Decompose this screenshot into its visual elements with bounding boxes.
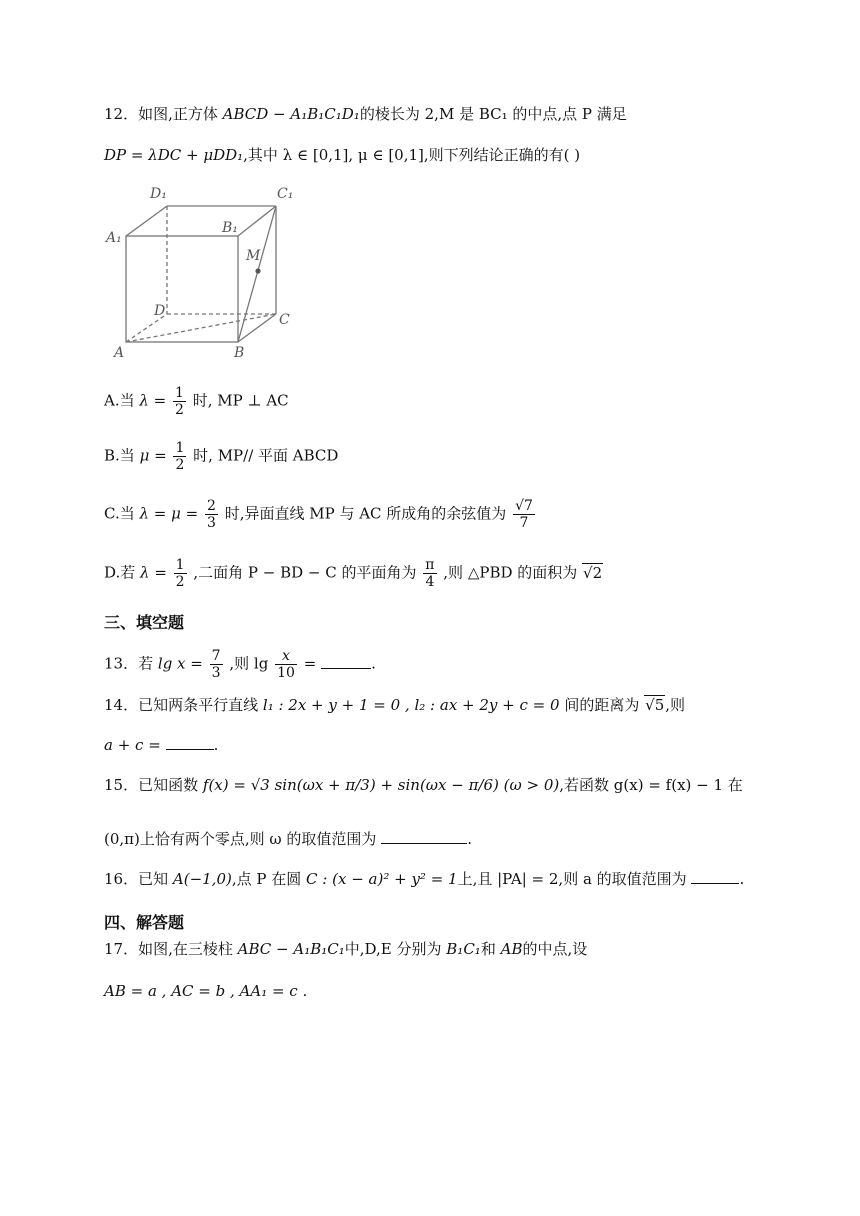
q16-text: 已知 [138, 870, 169, 888]
q14-line2 [104, 734, 218, 756]
q17-tail: 的中点,设 [522, 940, 588, 958]
q13-eq: = [303, 654, 317, 673]
q12-line2 [104, 144, 580, 166]
label-b1: B₁ [222, 220, 238, 236]
option-c-answer: $\frac{√7}{7}$ [515, 498, 533, 531]
option-d [104, 557, 603, 590]
option-a-tail: 时, MP ⊥ AC [192, 391, 289, 410]
q13-frac1: $\frac{7}{3}$ [211, 648, 221, 681]
option-b-var: μ = [139, 446, 167, 465]
option-a [104, 385, 289, 418]
q12-number: 12． [104, 105, 139, 123]
q14-end: . [213, 736, 219, 754]
option-d-area: √2 [583, 563, 603, 582]
q14-answer-blank[interactable] [166, 735, 214, 750]
q15-line2 [104, 828, 472, 850]
option-b-frac: $\frac{1}{2}$ [175, 440, 185, 473]
q12-vector-eq: DP = λDC + μDD₁ [104, 146, 244, 164]
q17-mid2: 和 [480, 940, 496, 958]
q16 [104, 868, 744, 890]
q16-point-a: A(−1,0) [172, 870, 232, 888]
q13-mid: ,则 [229, 654, 250, 673]
q12-stem-a: 如图,正方体 [138, 105, 218, 123]
q14-root: √5 [645, 696, 665, 714]
q14-number: 14． [104, 696, 139, 714]
label-b: B [234, 345, 245, 361]
point-m [255, 268, 260, 273]
q14-ask: a + c = [104, 736, 161, 754]
q12-solid: ABCD − A₁B₁C₁D₁ [222, 105, 360, 123]
q15-number: 15． [104, 776, 139, 794]
q14-line1 [104, 694, 685, 716]
option-b-tail: 时, MP// 平面 ABCD [193, 446, 339, 465]
q13-pre: 若 [138, 654, 154, 673]
label-d: D [154, 303, 166, 319]
q16-number: 16． [104, 870, 139, 888]
q15-text: 已知函数 [138, 776, 199, 794]
q13-number: 13． [104, 654, 139, 673]
section-3-title: 三、填空题 [104, 613, 185, 632]
q17-prism: ABC − A₁B₁C₁ [237, 940, 345, 958]
q15-end: . [467, 830, 472, 848]
q13-lg2: lg [253, 654, 269, 673]
q15-answer-blank[interactable] [381, 829, 467, 844]
q17-seg: B₁C₁ [446, 940, 481, 958]
option-d-frac: $\frac{1}{2}$ [175, 557, 185, 590]
q12-stem-b: 的棱长为 [359, 105, 420, 123]
q17-text: 如图,在三棱柱 [138, 940, 233, 958]
option-c [104, 498, 537, 531]
q14-lines: l₁ : 2x + y + 1 = 0 , l₂ : ax + 2y + c = 0 [262, 696, 560, 714]
option-d-var: λ = [140, 563, 167, 582]
cube-figure [104, 180, 304, 364]
option-a-label: A.当 [104, 391, 135, 410]
label-c: C [279, 312, 290, 328]
q17-line1 [104, 938, 587, 960]
q12-question: ,则下列结论正确的有( ) [423, 146, 581, 164]
option-b [104, 440, 338, 473]
q17-vectors: AB = a , AC = b , AA₁ = c . [104, 982, 308, 1000]
q17-mid: 中,D,E 分别为 [344, 940, 442, 958]
q13-frac2: $\frac{x}{10}$ [277, 648, 295, 681]
q16-answer-blank[interactable] [691, 869, 739, 884]
label-m: M [246, 248, 261, 264]
q14-dist: 间的距离为 [564, 696, 640, 714]
q14-then: ,则 [665, 696, 686, 714]
option-d-angle: $\frac{\pi}{4}$ [425, 557, 435, 590]
label-a: A [114, 345, 125, 361]
q16-cond: 上,且 |PA| = 2 [457, 870, 559, 888]
option-c-label: C.当 [104, 504, 135, 523]
option-c-frac: $\frac{2}{3}$ [206, 498, 216, 531]
option-d-label: D.若 [104, 563, 136, 582]
q13-answer-blank[interactable] [321, 654, 371, 669]
q16-mid: ,点 P 在圆 [231, 870, 302, 888]
q13-end: . [371, 654, 376, 673]
q13 [104, 648, 376, 681]
label-d1: D₁ [150, 186, 167, 202]
label-a1: A₁ [106, 230, 122, 246]
q15-g: ,若函数 g(x) = f(x) − 1 在 [559, 776, 743, 794]
q14-text: 已知两条平行直线 [138, 696, 259, 714]
option-c-var: λ = μ = [139, 504, 199, 523]
q15-function: f(x) = √3 sin(ωx + π/3) + sin(ωx − π/6) (ω > 0) [202, 776, 560, 794]
option-d-mid: ,二面角 P − BD − C 的平面角为 [193, 563, 417, 582]
q12-condition: ,其中 λ ∈ [0,1], μ ∈ [0,1] [243, 146, 424, 164]
q12-stem-c: , [434, 105, 439, 123]
q12-edge: 2 [424, 105, 435, 123]
option-c-mid: 时,异面直线 MP 与 AC 所成角的余弦值为 [224, 504, 507, 523]
option-a-frac: $\frac{1}{2}$ [175, 385, 184, 418]
option-a-var: λ = [139, 391, 167, 410]
q16-rest: ,则 a 的取值范围为 [558, 870, 687, 888]
q13-lg1: lg x = [157, 654, 203, 673]
q16-circle: C : (x − a)² + y² = 1 [306, 870, 458, 888]
q15-interval: (0,π) [104, 830, 140, 848]
q17-ab: AB [500, 940, 523, 958]
q17-line2 [104, 980, 307, 1002]
q15-line1 [104, 774, 743, 796]
q15-rest: 上恰有两个零点,则 ω 的取值范围为 [139, 830, 377, 848]
option-b-label: B.当 [104, 446, 135, 465]
q12-line1 [104, 103, 627, 125]
q17-number: 17． [104, 940, 139, 958]
label-c1: C₁ [277, 186, 294, 202]
q12-stem-d: M 是 BC₁ 的中点,点 P 满足 [438, 105, 627, 123]
section-4-title: 四、解答题 [104, 913, 185, 932]
q16-end: . [739, 870, 745, 888]
option-d-tail: ,则 △PBD 的面积为 [443, 563, 578, 582]
